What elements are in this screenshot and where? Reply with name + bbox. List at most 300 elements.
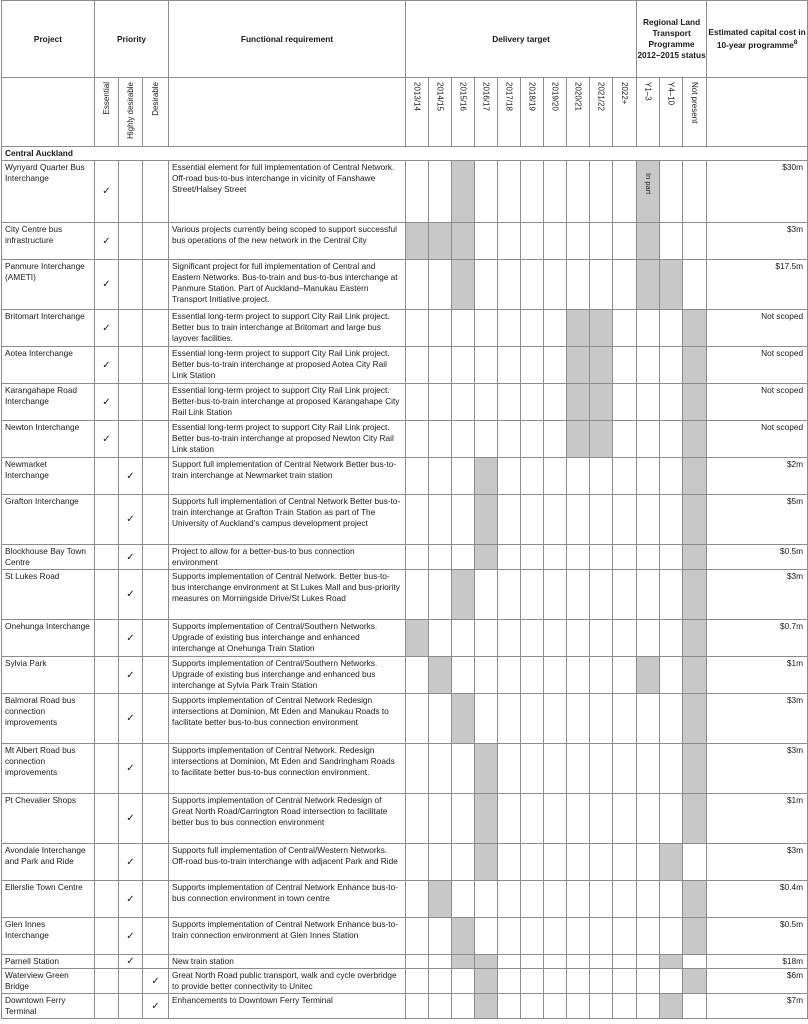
check-icon: ✓ xyxy=(151,975,160,987)
rltp-status-cell xyxy=(683,161,707,223)
estimated-cost: $3m xyxy=(707,844,808,881)
estimated-cost: $2m xyxy=(707,458,808,495)
delivery-cell xyxy=(521,161,544,223)
priority-cell xyxy=(119,994,143,1019)
delivery-cell xyxy=(452,545,475,570)
priority-cell xyxy=(95,310,119,347)
delivery-cell xyxy=(452,969,475,994)
functional-requirement: Supports implementation of Central/Southern Networks. Upgrade of existing bus interchange and enhanced bus interchange at Sylvia Park Train Station xyxy=(169,657,406,694)
delivery-cell xyxy=(613,347,637,384)
table-row xyxy=(2,620,808,657)
rltp-status-cell xyxy=(660,545,683,570)
priority-cell xyxy=(119,955,143,969)
delivery-cell xyxy=(452,421,475,458)
rltp-col-2-label: Not present xyxy=(690,82,700,124)
delivery-cell xyxy=(544,458,567,495)
delivery-cell xyxy=(613,620,637,657)
priority-col-2-label: Desirable xyxy=(151,82,160,116)
delivery-cell xyxy=(406,969,429,994)
priority-cell xyxy=(95,994,119,1019)
check-icon: ✓ xyxy=(102,396,111,408)
year-col-9 xyxy=(613,78,637,147)
rltp-status-cell xyxy=(660,794,683,844)
table-row xyxy=(2,955,808,969)
priority-col-1-label: Highly desirable xyxy=(126,82,135,139)
delivery-cell xyxy=(590,694,613,744)
delivery-cell xyxy=(567,310,590,347)
rltp-status-cell xyxy=(683,384,707,421)
priority-col-0-label: Essential xyxy=(102,82,111,115)
delivery-cell xyxy=(590,620,613,657)
functional-requirement: Essential element for full implementation of Central Network. Off-road bus-to-bus interchange in vicinity of Fanshawe Street/Halsey Street xyxy=(169,161,406,223)
delivery-cell xyxy=(613,794,637,844)
estimated-cost: $0.5m xyxy=(707,918,808,955)
project-name: Glen Innes Interchange xyxy=(2,918,95,955)
delivery-cell xyxy=(590,744,613,794)
table-row xyxy=(2,347,808,384)
delivery-cell xyxy=(521,223,544,260)
project-name: Panmure Interchange (AMETI) xyxy=(2,260,95,310)
priority-cell xyxy=(95,955,119,969)
rltp-status-cell xyxy=(660,844,683,881)
rltp-status-cell xyxy=(683,495,707,545)
rltp-status-cell xyxy=(683,458,707,495)
rltp-status-cell xyxy=(683,545,707,570)
priority-cell xyxy=(143,694,169,744)
priority-col-1 xyxy=(119,78,143,147)
delivery-cell xyxy=(452,955,475,969)
priority-cell xyxy=(119,384,143,421)
year-col-5 xyxy=(521,78,544,147)
year-col-1-label: 2014/15 xyxy=(435,82,445,111)
rltp-status-cell xyxy=(637,384,660,421)
functional-requirement: New train station xyxy=(169,955,406,969)
priority-cell xyxy=(119,161,143,223)
delivery-cell xyxy=(590,657,613,694)
rltp-status-cell xyxy=(660,384,683,421)
rltp-status-cell xyxy=(683,657,707,694)
rltp-status-cell xyxy=(660,620,683,657)
delivery-cell xyxy=(544,955,567,969)
table-row xyxy=(2,657,808,694)
priority-cell xyxy=(95,694,119,744)
functional-requirement: Essential long-term project to support City Rail Link project. Better-bus-to-train interchange at proposed Karangahape City Rail Link Station xyxy=(169,384,406,421)
delivery-cell xyxy=(475,794,498,844)
rltp-status-cell xyxy=(683,918,707,955)
table-row xyxy=(2,384,808,421)
delivery-cell xyxy=(590,495,613,545)
table-row xyxy=(2,844,808,881)
year-col-8 xyxy=(590,78,613,147)
rltp-status-cell xyxy=(660,994,683,1019)
priority-cell xyxy=(143,570,169,620)
delivery-cell xyxy=(567,347,590,384)
delivery-cell xyxy=(544,744,567,794)
delivery-cell xyxy=(544,844,567,881)
delivery-cell xyxy=(521,310,544,347)
delivery-cell xyxy=(590,918,613,955)
delivery-cell xyxy=(521,570,544,620)
estimated-cost: Not scoped xyxy=(707,347,808,384)
delivery-cell xyxy=(406,620,429,657)
priority-cell xyxy=(119,620,143,657)
delivery-cell xyxy=(498,881,521,918)
delivery-cell xyxy=(613,495,637,545)
functional-requirement: Various projects currently being scoped to support successful bus operations of the new network in the Central City xyxy=(169,223,406,260)
priority-cell xyxy=(95,545,119,570)
delivery-cell xyxy=(452,223,475,260)
rltp-status-cell xyxy=(660,260,683,310)
priority-cell xyxy=(95,881,119,918)
delivery-cell xyxy=(521,260,544,310)
delivery-cell xyxy=(544,570,567,620)
delivery-cell xyxy=(475,570,498,620)
rltp-status-cell xyxy=(660,744,683,794)
delivery-cell xyxy=(406,881,429,918)
priority-cell xyxy=(95,744,119,794)
table-row xyxy=(2,694,808,744)
delivery-cell xyxy=(498,969,521,994)
delivery-cell xyxy=(452,384,475,421)
delivery-cell xyxy=(567,495,590,545)
priority-cell xyxy=(143,310,169,347)
rltp-status-cell xyxy=(683,570,707,620)
priority-cell xyxy=(119,794,143,844)
delivery-cell xyxy=(567,657,590,694)
year-col-0-label: 2013/14 xyxy=(412,82,422,111)
delivery-cell xyxy=(567,881,590,918)
delivery-cell xyxy=(590,955,613,969)
check-icon: ✓ xyxy=(102,322,111,334)
delivery-cell xyxy=(498,955,521,969)
priority-cell xyxy=(119,657,143,694)
rltp-status-cell xyxy=(683,421,707,458)
estimated-cost: Not scoped xyxy=(707,384,808,421)
check-icon: ✓ xyxy=(126,514,135,525)
delivery-cell xyxy=(521,844,544,881)
delivery-cell xyxy=(567,545,590,570)
delivery-cell xyxy=(406,223,429,260)
delivery-cell xyxy=(452,495,475,545)
delivery-cell xyxy=(544,620,567,657)
table-row xyxy=(2,545,808,570)
delivery-cell xyxy=(406,570,429,620)
rltp-status-cell xyxy=(637,620,660,657)
delivery-cell xyxy=(452,994,475,1019)
year-col-2-label: 2015/16 xyxy=(458,82,468,111)
rltp-status-cell xyxy=(683,955,707,969)
priority-cell xyxy=(143,881,169,918)
functional-requirement: Supports implementation of Central/Southern Networks. Upgrade of existing bus interchange and enhanced interchange at Onehunga Train Station xyxy=(169,620,406,657)
delivery-cell xyxy=(429,495,452,545)
priority-cell xyxy=(119,458,143,495)
table-row xyxy=(2,421,808,458)
delivery-cell xyxy=(590,570,613,620)
delivery-cell xyxy=(452,458,475,495)
priority-cell xyxy=(95,918,119,955)
delivery-cell xyxy=(429,545,452,570)
delivery-cell xyxy=(498,421,521,458)
rltp-status-cell xyxy=(637,657,660,694)
delivery-cell xyxy=(475,310,498,347)
project-name: City Centre bus infrastructure xyxy=(2,223,95,260)
priority-cell xyxy=(95,657,119,694)
table-row xyxy=(2,260,808,310)
priority-cell xyxy=(95,347,119,384)
rltp-status-cell xyxy=(683,844,707,881)
rltp-status-cell xyxy=(683,620,707,657)
delivery-cell xyxy=(544,918,567,955)
delivery-cell xyxy=(544,545,567,570)
priority-cell xyxy=(95,458,119,495)
delivery-cell xyxy=(498,794,521,844)
project-name: Blockhouse Bay Town Centre xyxy=(2,545,95,570)
table-body xyxy=(2,147,808,1019)
delivery-cell xyxy=(521,620,544,657)
delivery-cell xyxy=(498,260,521,310)
delivery-cell xyxy=(429,694,452,744)
rltp-status-cell xyxy=(637,260,660,310)
delivery-cell xyxy=(544,421,567,458)
delivery-cell xyxy=(475,458,498,495)
delivery-cell xyxy=(567,161,590,223)
delivery-cell xyxy=(544,347,567,384)
delivery-cell xyxy=(567,620,590,657)
subheader-empty xyxy=(2,78,95,147)
delivery-cell xyxy=(475,994,498,1019)
delivery-cell xyxy=(475,347,498,384)
delivery-cell xyxy=(521,794,544,844)
delivery-cell xyxy=(613,994,637,1019)
table-row xyxy=(2,161,808,223)
delivery-cell xyxy=(498,223,521,260)
priority-col-0 xyxy=(95,78,119,147)
header-priority: Priority xyxy=(95,1,169,78)
delivery-cell xyxy=(452,694,475,744)
delivery-cell xyxy=(475,545,498,570)
rltp-status-cell xyxy=(660,918,683,955)
delivery-cell xyxy=(406,384,429,421)
priority-cell xyxy=(95,844,119,881)
rltp-status-cell xyxy=(660,495,683,545)
table-row xyxy=(2,794,808,844)
rltp-status-cell xyxy=(637,545,660,570)
priority-cell xyxy=(119,260,143,310)
delivery-cell xyxy=(406,545,429,570)
project-name: Parnell Station xyxy=(2,955,95,969)
delivery-cell xyxy=(613,844,637,881)
delivery-cell xyxy=(475,161,498,223)
priority-cell xyxy=(119,744,143,794)
functional-requirement: Enhancements to Downtown Ferry Terminal xyxy=(169,994,406,1019)
priority-cell xyxy=(95,260,119,310)
functional-requirement: Project to allow for a better-bus-to bus connection environment xyxy=(169,545,406,570)
delivery-cell xyxy=(406,347,429,384)
delivery-cell xyxy=(521,881,544,918)
check-icon: ✓ xyxy=(126,669,135,681)
year-col-1 xyxy=(429,78,452,147)
delivery-cell xyxy=(521,994,544,1019)
delivery-cell xyxy=(429,620,452,657)
priority-col-2 xyxy=(143,78,169,147)
rltp-status-cell xyxy=(637,570,660,620)
delivery-cell xyxy=(452,844,475,881)
delivery-cell xyxy=(498,458,521,495)
project-name: Mt Albert Road bus connection improvements xyxy=(2,744,95,794)
rltp-status-cell xyxy=(660,955,683,969)
estimated-cost: Not scoped xyxy=(707,310,808,347)
rltp-status-cell xyxy=(683,969,707,994)
estimated-cost: $5m xyxy=(707,495,808,545)
delivery-cell xyxy=(613,969,637,994)
delivery-cell xyxy=(521,421,544,458)
delivery-cell xyxy=(475,844,498,881)
delivery-cell xyxy=(521,347,544,384)
delivery-cell xyxy=(567,994,590,1019)
delivery-cell xyxy=(429,347,452,384)
delivery-cell xyxy=(590,161,613,223)
delivery-cell xyxy=(429,384,452,421)
project-name: Waterview Green Bridge xyxy=(2,969,95,994)
check-icon: ✓ xyxy=(126,813,135,824)
estimated-cost: $3m xyxy=(707,744,808,794)
priority-cell xyxy=(95,620,119,657)
estimated-cost: $1m xyxy=(707,794,808,844)
delivery-cell xyxy=(521,918,544,955)
delivery-cell xyxy=(567,223,590,260)
rltp-status-cell xyxy=(660,347,683,384)
delivery-cell xyxy=(521,384,544,421)
rltp-status-cell xyxy=(637,794,660,844)
rltp-status-cell xyxy=(660,223,683,260)
priority-cell xyxy=(95,421,119,458)
delivery-cell xyxy=(567,918,590,955)
year-col-7-label: 2020/21 xyxy=(573,82,583,111)
rltp-status-cell xyxy=(660,421,683,458)
delivery-cell xyxy=(406,794,429,844)
delivery-cell xyxy=(429,969,452,994)
year-col-9-label: 2022+ xyxy=(620,82,630,105)
rltp-col-0 xyxy=(637,78,660,147)
delivery-cell xyxy=(406,694,429,744)
estimated-cost: $3m xyxy=(707,223,808,260)
delivery-cell xyxy=(590,794,613,844)
delivery-cell xyxy=(429,844,452,881)
year-col-0 xyxy=(406,78,429,147)
year-col-4-label: 2017/18 xyxy=(504,82,514,111)
functional-requirement: Essential long-term project to support City Rail Link project. Better bus to train interchange at Britomart and large bus layover facilities. xyxy=(169,310,406,347)
delivery-cell xyxy=(475,955,498,969)
priority-cell xyxy=(95,794,119,844)
rltp-status-cell xyxy=(660,570,683,620)
table-row xyxy=(2,881,808,918)
rltp-status-cell xyxy=(660,161,683,223)
delivery-cell xyxy=(406,918,429,955)
delivery-cell xyxy=(498,694,521,744)
delivery-cell xyxy=(544,310,567,347)
estimated-cost: $17.5m xyxy=(707,260,808,310)
rltp-status-cell xyxy=(683,881,707,918)
delivery-cell xyxy=(475,421,498,458)
delivery-cell xyxy=(567,570,590,620)
priority-cell xyxy=(119,844,143,881)
functional-requirement: Supports implementation of Central Network Redesign of Great North Road/Carrington Road intersection to facilitate better bus to bus connection environment xyxy=(169,794,406,844)
table-row xyxy=(2,994,808,1019)
delivery-cell xyxy=(429,260,452,310)
delivery-cell xyxy=(590,994,613,1019)
delivery-cell xyxy=(567,384,590,421)
priority-cell xyxy=(143,844,169,881)
rltp-status-cell xyxy=(683,310,707,347)
delivery-cell xyxy=(475,223,498,260)
priority-cell xyxy=(143,744,169,794)
delivery-cell xyxy=(567,955,590,969)
project-name: Downtown Ferry Terminal xyxy=(2,994,95,1019)
delivery-cell xyxy=(613,570,637,620)
estimated-cost: $6m xyxy=(707,969,808,994)
delivery-cell xyxy=(544,260,567,310)
subheader-row xyxy=(2,78,808,147)
delivery-cell xyxy=(590,384,613,421)
check-icon: ✓ xyxy=(102,186,111,197)
delivery-cell xyxy=(406,458,429,495)
delivery-cell xyxy=(498,495,521,545)
estimated-cost: $0.7m xyxy=(707,620,808,657)
delivery-cell xyxy=(544,495,567,545)
priority-cell xyxy=(143,918,169,955)
year-col-3-label: 2016/17 xyxy=(481,82,491,111)
header-project: Project xyxy=(2,1,95,78)
project-name: Grafton Interchange xyxy=(2,495,95,545)
delivery-cell xyxy=(590,844,613,881)
header-rltp-status: Regional Land Transport Programme 2012–2015 status xyxy=(637,1,707,78)
rltp-status-cell xyxy=(637,347,660,384)
rltp-status-cell xyxy=(637,161,660,223)
year-col-2 xyxy=(452,78,475,147)
rltp-status-cell xyxy=(683,694,707,744)
priority-cell xyxy=(119,223,143,260)
delivery-cell xyxy=(429,955,452,969)
rltp-status-cell xyxy=(637,495,660,545)
year-col-6-label: 2019/20 xyxy=(550,82,560,111)
project-name: Wynyard Quarter Bus Interchange xyxy=(2,161,95,223)
delivery-cell xyxy=(567,844,590,881)
table-row xyxy=(2,570,808,620)
delivery-cell xyxy=(452,570,475,620)
section-heading: Central Auckland xyxy=(2,147,808,161)
delivery-cell xyxy=(452,620,475,657)
rltp-status-cell xyxy=(683,994,707,1019)
delivery-cell xyxy=(498,570,521,620)
project-name: Balmoral Road bus connection improvements xyxy=(2,694,95,744)
functional-requirement: Significant project for full implementation of Central and Eastern Networks. Bus-to-train and bus-to-bus interchange at Panmure Station. Part of Auckland–Manukau Eastern Transport Initiative project. xyxy=(169,260,406,310)
delivery-cell xyxy=(521,744,544,794)
delivery-cell xyxy=(544,994,567,1019)
delivery-cell xyxy=(406,994,429,1019)
functional-requirement: Supports full implementation of Central/Western Networks. Off-road bus-to-train interchange with adjacent Park and Ride xyxy=(169,844,406,881)
check-icon: ✓ xyxy=(126,632,135,644)
delivery-cell xyxy=(475,495,498,545)
delivery-cell xyxy=(452,794,475,844)
priority-cell xyxy=(143,384,169,421)
year-col-6 xyxy=(544,78,567,147)
delivery-cell xyxy=(613,223,637,260)
rltp-status-cell xyxy=(637,421,660,458)
functional-requirement: Supports implementation of Central Network. Better bus-to-bus interchange environment at St Lukes Mall and bus-priority measures on Morningside Drive/St Lukes Road xyxy=(169,570,406,620)
delivery-cell xyxy=(613,545,637,570)
delivery-cell xyxy=(521,545,544,570)
delivery-cell xyxy=(567,744,590,794)
